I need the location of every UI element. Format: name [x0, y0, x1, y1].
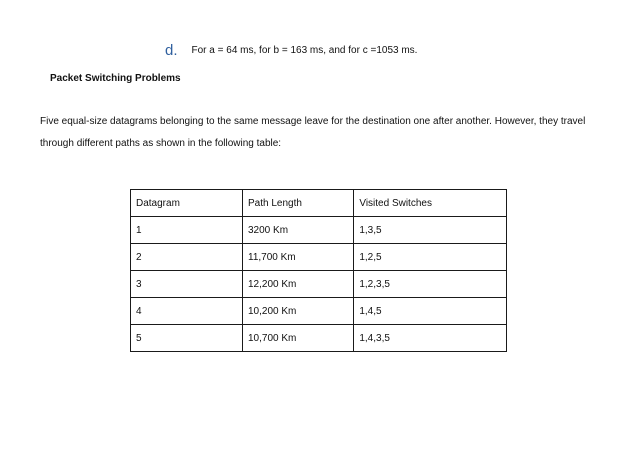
datagram-table — [130, 189, 507, 352]
cell-visited-switches: 1,4,5 — [354, 298, 507, 325]
problem-paragraph: Five equal-size datagrams belonging to the same message leave for the destination one after another. However, they travel through different paths as shown in the following table: — [40, 116, 586, 149]
column-header-datagram: Datagram — [131, 190, 243, 217]
cell-path-length: 10,200 Km — [243, 298, 354, 325]
section-heading: Packet Switching Problems — [50, 73, 181, 84]
cell-datagram: 1 — [131, 217, 243, 244]
cell-visited-switches: 1,3,5 — [354, 217, 507, 244]
cell-visited-switches: 1,2,5 — [354, 244, 507, 271]
cell-visited-switches: 1,4,3,5 — [354, 325, 507, 352]
cell-path-length: 10,700 Km — [243, 325, 354, 352]
cell-path-length: 11,700 Km — [243, 244, 354, 271]
answer-item-d — [165, 40, 417, 60]
table-row — [131, 298, 507, 325]
cell-datagram: 5 — [131, 325, 243, 352]
table-row — [131, 271, 507, 298]
list-marker: d. — [165, 41, 178, 59]
table-row — [131, 325, 507, 352]
column-header-path-length: Path Length — [243, 190, 354, 217]
cell-visited-switches: 1,2,3,5 — [354, 271, 507, 298]
table-header-row — [131, 190, 507, 217]
cell-datagram: 2 — [131, 244, 243, 271]
cell-path-length: 3200 Km — [243, 217, 354, 244]
cell-datagram: 4 — [131, 298, 243, 325]
cell-datagram: 3 — [131, 271, 243, 298]
answer-text: For a = 64 ms, for b = 163 ms, and for c =1053 ms. — [191, 44, 418, 56]
column-header-visited-switches: Visited Switches — [354, 190, 507, 217]
cell-path-length: 12,200 Km — [243, 271, 354, 298]
table-row — [131, 244, 507, 271]
table-row — [131, 217, 507, 244]
